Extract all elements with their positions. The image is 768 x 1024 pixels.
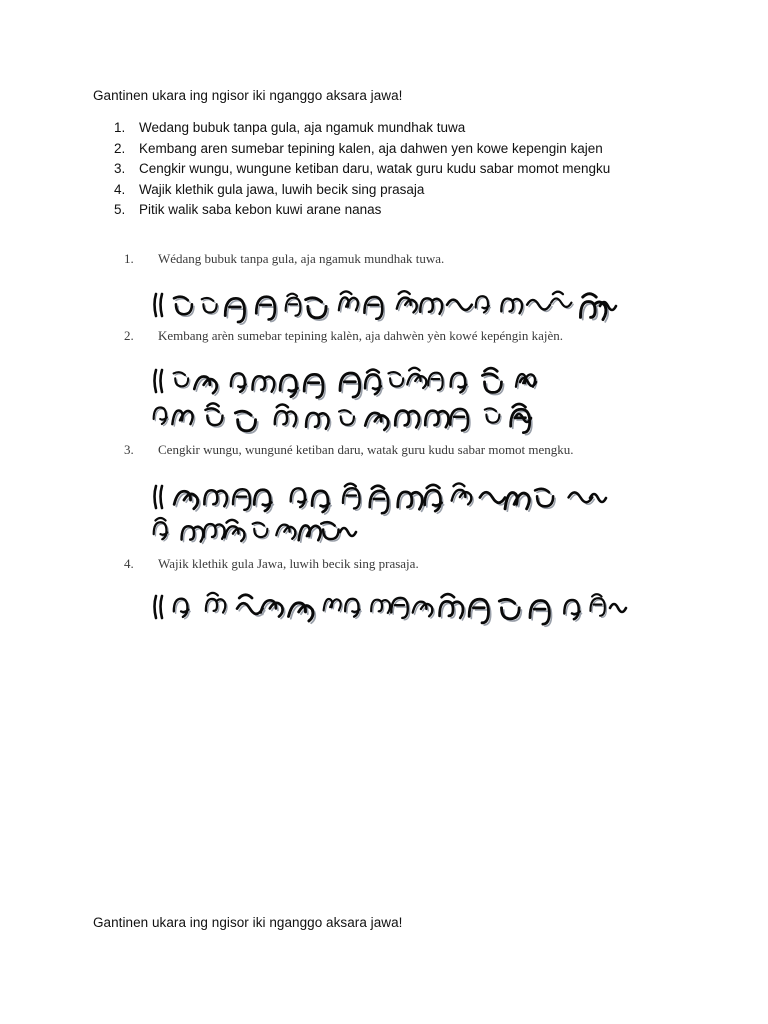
script-glyph	[527, 300, 552, 311]
pada-end-mark	[340, 528, 356, 536]
script-glyph	[154, 408, 169, 426]
script-glyph	[440, 594, 466, 620]
script-glyph	[469, 599, 490, 625]
script-glyph	[370, 486, 390, 516]
javanese-script-drawing	[152, 588, 632, 624]
javanese-script-line	[152, 512, 362, 548]
script-glyph	[252, 376, 276, 393]
list-item	[114, 118, 610, 139]
script-glyph	[425, 411, 450, 430]
script-glyph	[182, 526, 206, 543]
script-glyph	[365, 369, 383, 396]
javanese-script-line	[152, 362, 542, 398]
script-glyph	[194, 377, 219, 396]
script-glyph	[275, 404, 298, 428]
script-glyph	[450, 409, 470, 433]
javanese-script-drawing	[152, 512, 362, 548]
pada-lingsa-mark	[155, 294, 163, 316]
script-glyph	[371, 600, 392, 615]
script-glyph	[413, 602, 434, 618]
script-glyph	[339, 291, 360, 312]
script-glyph	[590, 594, 606, 617]
script-glyph	[174, 372, 190, 388]
list-text: Kembang aren sumebar tepining kalen, aja dahwen yen kowe kepengin kajen	[139, 140, 603, 156]
list-item	[114, 200, 610, 221]
script-glyph	[397, 291, 419, 314]
answer-sentence	[124, 556, 419, 572]
script-glyph	[206, 593, 227, 614]
script-glyph	[261, 600, 285, 618]
pada-lingsa-mark	[155, 486, 163, 508]
list-number: 1.	[114, 120, 126, 135]
answer-sentence	[124, 251, 444, 267]
answer-text: Kembang arèn sumebar tepining kalèn, aja dahwèn yèn kowé kepéngin kajèn.	[158, 328, 564, 343]
script-glyph	[154, 518, 169, 541]
footer-heading: Gantinen ukara ing ngisor iki nganggo aksara jawa!	[93, 915, 403, 930]
script-glyph	[485, 408, 501, 424]
script-glyph	[204, 524, 227, 541]
list-number: 5.	[114, 202, 126, 217]
list-text: Wedang bubuk tanpa gula, aja ngamuk mundhak tuwa	[139, 120, 466, 135]
script-glyph	[551, 292, 573, 309]
script-glyph	[225, 298, 246, 324]
instruction-heading: Gantinen ukara ing ngisor iki nganggo aksara jawa!	[93, 88, 403, 103]
script-glyph	[451, 373, 468, 394]
script-glyph	[407, 368, 428, 390]
script-glyph	[174, 599, 190, 619]
javanese-script-drawing	[152, 478, 612, 514]
script-glyph	[256, 297, 277, 322]
script-glyph	[535, 489, 555, 509]
script-glyph	[299, 525, 323, 542]
javanese-script-drawing	[152, 398, 537, 434]
script-glyph	[501, 299, 524, 315]
script-glyph	[482, 368, 503, 394]
script-glyph	[276, 525, 297, 541]
script-glyph	[306, 413, 330, 431]
script-glyph	[505, 493, 531, 511]
script-glyph	[225, 520, 247, 543]
script-glyph	[447, 300, 474, 312]
list-item	[114, 159, 610, 180]
script-glyph	[291, 488, 308, 509]
script-glyph	[172, 411, 194, 426]
script-glyph	[205, 403, 224, 427]
script-glyph	[452, 483, 474, 506]
script-glyph	[306, 298, 329, 320]
script-glyph	[235, 411, 257, 433]
answer-sentence	[124, 328, 563, 344]
script-glyph	[253, 523, 269, 539]
script-glyph	[580, 294, 608, 322]
script-glyph	[511, 404, 532, 435]
script-glyph	[204, 490, 229, 508]
javanese-script-drawing	[152, 362, 542, 398]
script-glyph	[289, 603, 316, 623]
script-glyph	[340, 373, 362, 399]
script-glyph	[364, 297, 384, 321]
list-item	[114, 180, 610, 201]
answer-number: 2.	[124, 328, 134, 343]
script-glyph	[339, 410, 356, 426]
answer-text: Cengkir wungu, wunguné ketiban daru, watak guru kudu sabar momot mengku.	[158, 442, 574, 457]
script-glyph	[365, 413, 390, 432]
script-glyph	[395, 411, 421, 430]
script-glyph	[231, 373, 248, 393]
answer-number: 4.	[124, 556, 134, 571]
list-number: 3.	[114, 161, 126, 176]
javanese-script-line	[152, 588, 632, 624]
pada-lingsa-mark	[155, 596, 163, 618]
task-list	[114, 118, 610, 221]
answer-number: 3.	[124, 442, 134, 457]
javanese-script-line	[152, 478, 612, 514]
script-glyph	[312, 491, 331, 514]
script-glyph	[391, 598, 409, 620]
script-glyph	[233, 489, 252, 512]
list-text: Cengkir wungu, wungune ketiban daru, watak guru kudu sabar momot mengku	[139, 161, 611, 176]
script-glyph	[304, 374, 325, 399]
list-number: 2.	[114, 140, 126, 156]
javanese-script-drawing	[152, 286, 622, 322]
script-glyph	[564, 600, 581, 621]
script-glyph	[530, 601, 551, 627]
script-glyph	[425, 485, 444, 513]
answer-text: Wédang bubuk tanpa gula, aja ngamuk mundhak tuwa.	[158, 251, 445, 266]
script-glyph	[420, 298, 444, 315]
script-glyph	[280, 375, 299, 399]
script-glyph	[324, 599, 343, 612]
list-number: 4.	[114, 181, 126, 197]
list-item	[114, 139, 610, 160]
script-glyph	[476, 296, 491, 314]
script-glyph	[428, 373, 444, 392]
script-glyph	[254, 490, 273, 513]
script-glyph	[480, 492, 507, 505]
script-glyph	[174, 297, 194, 317]
script-glyph	[174, 491, 200, 511]
answer-text: Wajik klethik gula Jawa, luwih becik sing prasaja.	[158, 556, 419, 571]
list-text: Pitik walik saba kebon kuwi arane nanas	[139, 202, 382, 217]
script-glyph	[202, 298, 219, 314]
answer-sentence	[124, 442, 574, 458]
script-glyph	[343, 484, 361, 511]
answer-number: 1.	[124, 251, 134, 266]
pada-lingsa-mark	[155, 370, 163, 392]
script-glyph	[499, 599, 521, 621]
pada-end-mark	[610, 604, 626, 612]
javanese-script-line	[152, 286, 622, 322]
javanese-script-line	[152, 398, 537, 434]
script-glyph	[398, 492, 425, 511]
script-glyph	[345, 599, 361, 619]
list-text: Wajik klethik gula jawa, luwih becik sing prasaja	[139, 181, 425, 197]
script-glyph	[388, 372, 404, 388]
script-glyph	[321, 522, 340, 541]
script-glyph	[286, 294, 302, 318]
